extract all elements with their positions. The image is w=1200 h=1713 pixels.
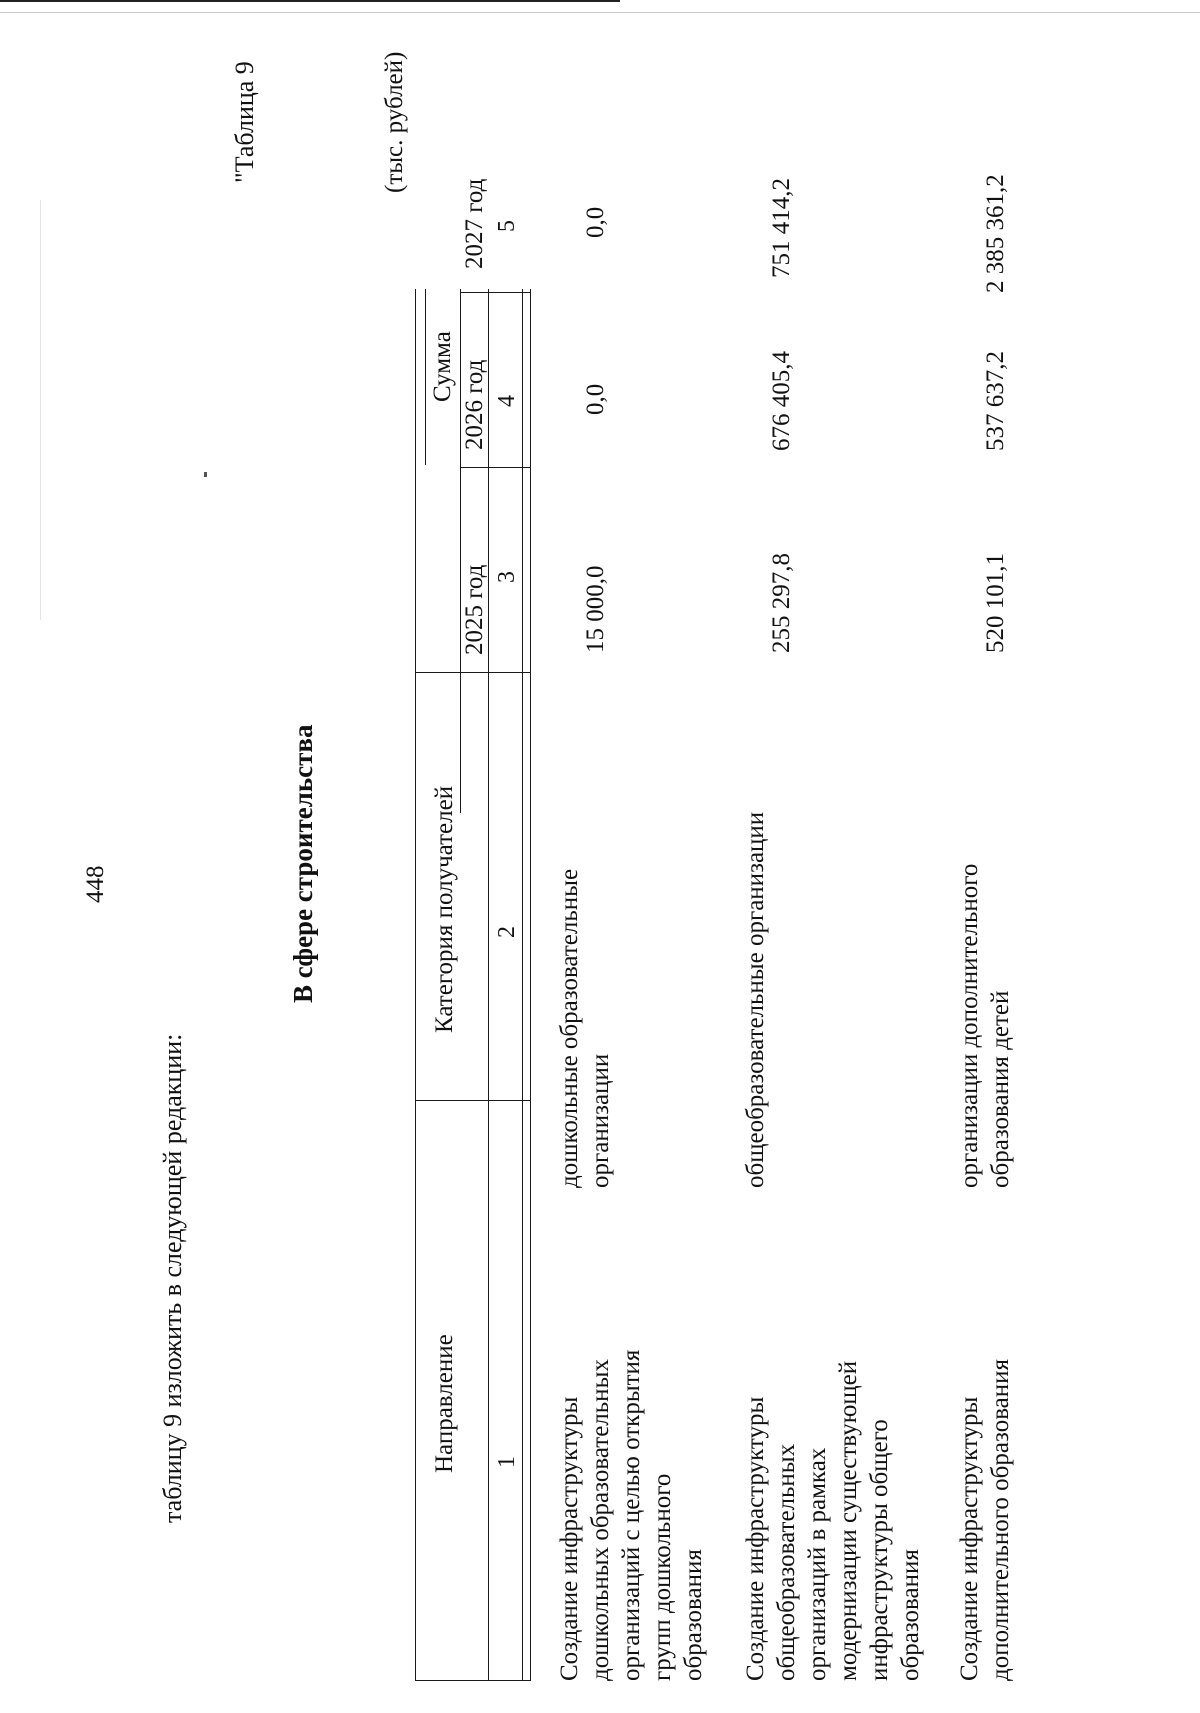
header-direction: Направление [431, 1334, 458, 1473]
row3-value-2025: 520 101,1 [982, 553, 1009, 653]
row2-direction-line: организаций в рамках [804, 1447, 831, 1681]
colnum-5: 5 [494, 220, 520, 232]
row1-category [554, 869, 616, 1188]
row2-direction-line: общеобразовательных [773, 1443, 800, 1681]
intro-text: таблицу 9 изложить в следующей редакции: [158, 1033, 187, 1523]
row3-direction [954, 1359, 1016, 1681]
page-number: 448 [82, 865, 109, 903]
row1-direction-line: образования [680, 1549, 707, 1681]
colnum-1: 1 [494, 1456, 520, 1468]
row1-direction-line: дошкольных образовательных [587, 1359, 614, 1681]
colnum-4: 4 [494, 395, 520, 407]
row1-category-line: организации [587, 1053, 614, 1188]
row2-direction-line: инфраструктуры общего [866, 1419, 893, 1681]
header-year-2026: 2026 год [461, 359, 488, 450]
row2-value-2026: 676 405,4 [768, 351, 795, 451]
table-top-border-extra [425, 289, 426, 465]
row1-category-line: дошкольные образовательные [556, 868, 583, 1188]
row2-value-2025: 255 297,8 [768, 553, 795, 653]
header-year-2025: 2025 год [461, 564, 488, 655]
vline-col4 [460, 292, 530, 293]
row3-value-2026: 537 637,2 [982, 351, 1009, 451]
vline-col1 [415, 1100, 530, 1101]
row2-direction-line: модернизации существующей [835, 1360, 862, 1681]
row1-value-2025: 15 000,0 [582, 565, 609, 653]
units-label: (тыс. рублей) [381, 51, 408, 193]
row1-direction-line: групп дошкольного [649, 1473, 676, 1681]
row1-direction-line: Создание инфраструктуры [556, 1396, 583, 1681]
header-year-2027: 2027 год [461, 178, 488, 269]
header-category: Категория получателей [431, 785, 458, 1033]
row2-category-line: общеобразовательные организации [742, 811, 769, 1188]
row3-category-line: организации дополнительного [956, 863, 983, 1188]
row2-direction-line: Создание инфраструктуры [742, 1396, 769, 1681]
row2-value-2027: 751 414,2 [768, 178, 795, 278]
colnum-2: 2 [494, 926, 520, 938]
section-title: В сфере строительства [288, 724, 318, 1003]
header-sum: Сумма [429, 331, 456, 402]
row1-direction [554, 1350, 709, 1681]
row3-category-line: образования детей [987, 990, 1014, 1188]
row1-value-2027: 0,0 [582, 206, 609, 238]
vline-left [415, 1680, 530, 1681]
vline-col3 [460, 467, 530, 468]
row1-direction-line: организаций с целью открытия [618, 1349, 645, 1681]
colnum-3: 3 [494, 571, 520, 583]
row3-category [954, 864, 1016, 1188]
row3-direction-line: дополнительного образования [987, 1358, 1014, 1681]
row3-direction-line: Создание инфраструктуры [956, 1396, 983, 1681]
table-label: "Таблица 9 [230, 61, 259, 183]
vline-col2 [415, 672, 530, 673]
table-top-border [415, 289, 416, 1681]
row1-value-2026: 0,0 [582, 383, 609, 415]
colnum-bottom-line [522, 289, 523, 1681]
row2-category [740, 812, 771, 1188]
row2-direction [740, 1361, 926, 1681]
colnum-bottom-line-2 [530, 289, 531, 1681]
header-bottom-line [488, 289, 489, 1681]
row2-direction-line: образования [897, 1549, 924, 1681]
row3-value-2027: 2 385 361,2 [982, 174, 1009, 293]
